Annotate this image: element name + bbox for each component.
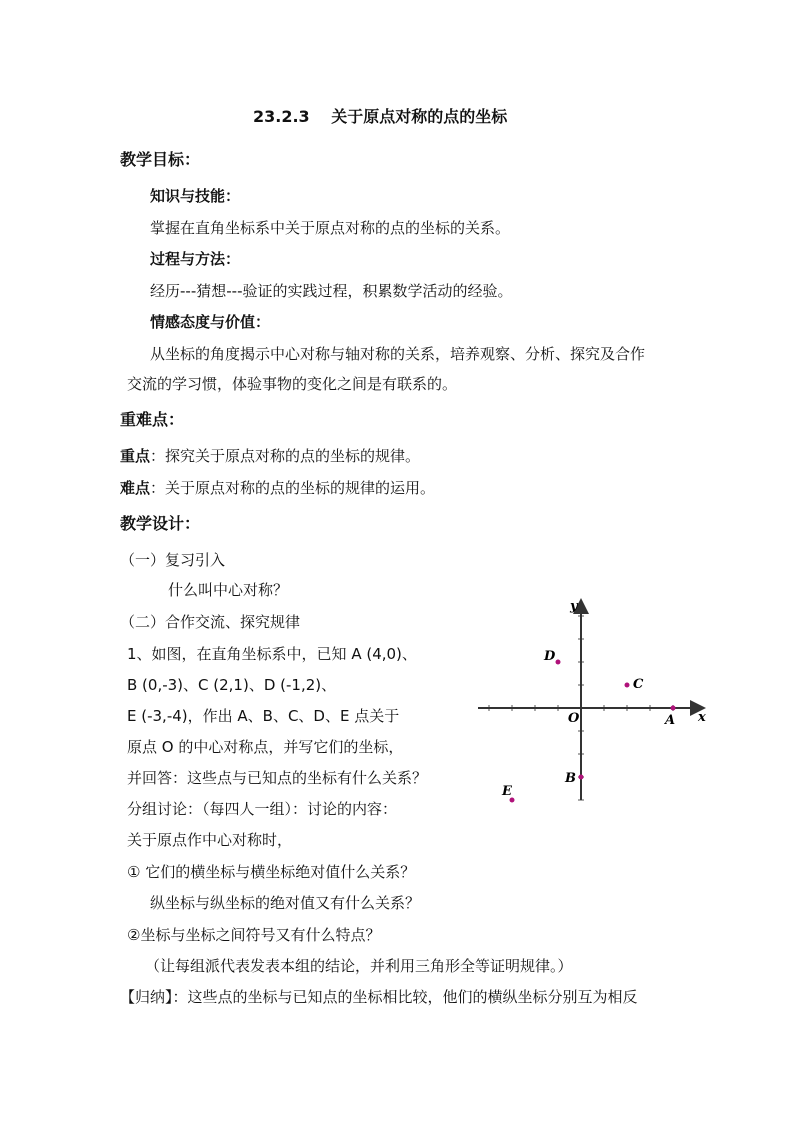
point-label-a: A (665, 713, 676, 728)
question-2: ②坐标与坐标之间符号又有什么特点？ (127, 926, 381, 944)
key-point-label: 重点 (120, 447, 151, 465)
difficult-point-line (120, 478, 435, 498)
emotion-text-line2: 交流的学习惯，体验事物的变化之间是有联系的。 (127, 375, 458, 393)
point-d (556, 660, 561, 665)
emotion-text-line1: 从坐标的角度揭示中心对称与轴对称的关系，培养观察、分析、探究及合作 (150, 345, 646, 363)
question-1: ① 它们的横坐标与横坐标绝对值什么关系？ (127, 863, 416, 881)
summary-label: 【归纳】 (120, 988, 173, 1006)
problem-line-6: 分组讨论：（每四人一组）：讨论的内容： (127, 800, 398, 818)
review-question: 什么叫中心对称？ (168, 581, 289, 599)
origin-label: O (568, 711, 580, 726)
process-text: 经历---猜想---验证的实践过程，积累数学活动的经验。 (150, 282, 513, 300)
problem-line-1: 1、如图，在直角坐标系中，已知 A (4,0)、 (127, 645, 417, 663)
design-heading: 教学设计： (120, 514, 201, 533)
coordinate-figure (470, 590, 720, 810)
difficult-point-label: 难点 (120, 479, 151, 497)
point-a (671, 706, 676, 711)
key-point-text: ：探究关于原点对称的点的坐标的规律。 (150, 447, 421, 465)
problem-line-4: 原点 O 的中心对称点，并写它们的坐标， (127, 738, 404, 756)
review-section: （一）复习引入 (120, 551, 226, 569)
knowledge-heading: 知识与技能： (150, 187, 241, 205)
problem-line-3: E (-3,-4)，作出 A、B、C、D、E 点关于 (127, 707, 400, 725)
summary-text: ：这些点的坐标与已知点的坐标相比较，他们的横纵坐标分别互为相反 (172, 988, 638, 1006)
point-label-c: C (633, 677, 644, 692)
page-title: 23.2.3 关于原点对称的点的坐标 (253, 107, 508, 126)
question-1b: 纵坐标与纵坐标的绝对值又有什么关系？ (150, 894, 421, 912)
key-point-line (120, 446, 420, 466)
process-heading: 过程与方法： (150, 250, 241, 268)
difficult-point-text: ：关于原点对称的点的坐标的规律的运用。 (150, 479, 436, 497)
knowledge-text: 掌握在直角坐标系中关于原点对称的点的坐标的关系。 (150, 219, 511, 237)
explore-section: （二）合作交流、探究规律 (120, 613, 301, 631)
problem-line-7: 关于原点作中心对称时， (127, 831, 293, 849)
y-axis-label: y (570, 599, 578, 614)
point-b (579, 775, 584, 780)
x-axis-label: x (698, 710, 706, 725)
objectives-heading: 教学目标： (120, 150, 201, 169)
point-c (625, 683, 630, 688)
emotion-heading: 情感态度与价值： (150, 313, 271, 331)
point-label-e: E (502, 784, 512, 799)
point-group (501, 649, 676, 803)
problem-line-2: B (0,-3)、C (2,1)、D (-1,2)、 (127, 676, 337, 694)
point-label-d: D (544, 649, 556, 664)
key-points-heading: 重难点： (120, 410, 185, 429)
point-label-b: B (565, 771, 576, 786)
summary-line (120, 987, 638, 1007)
group-note: （让每组派代表发表本组的结论，并利用三角形全等证明规律。） (145, 957, 573, 975)
problem-line-5: 并回答：这些点与已知点的坐标有什么关系？ (127, 769, 428, 787)
